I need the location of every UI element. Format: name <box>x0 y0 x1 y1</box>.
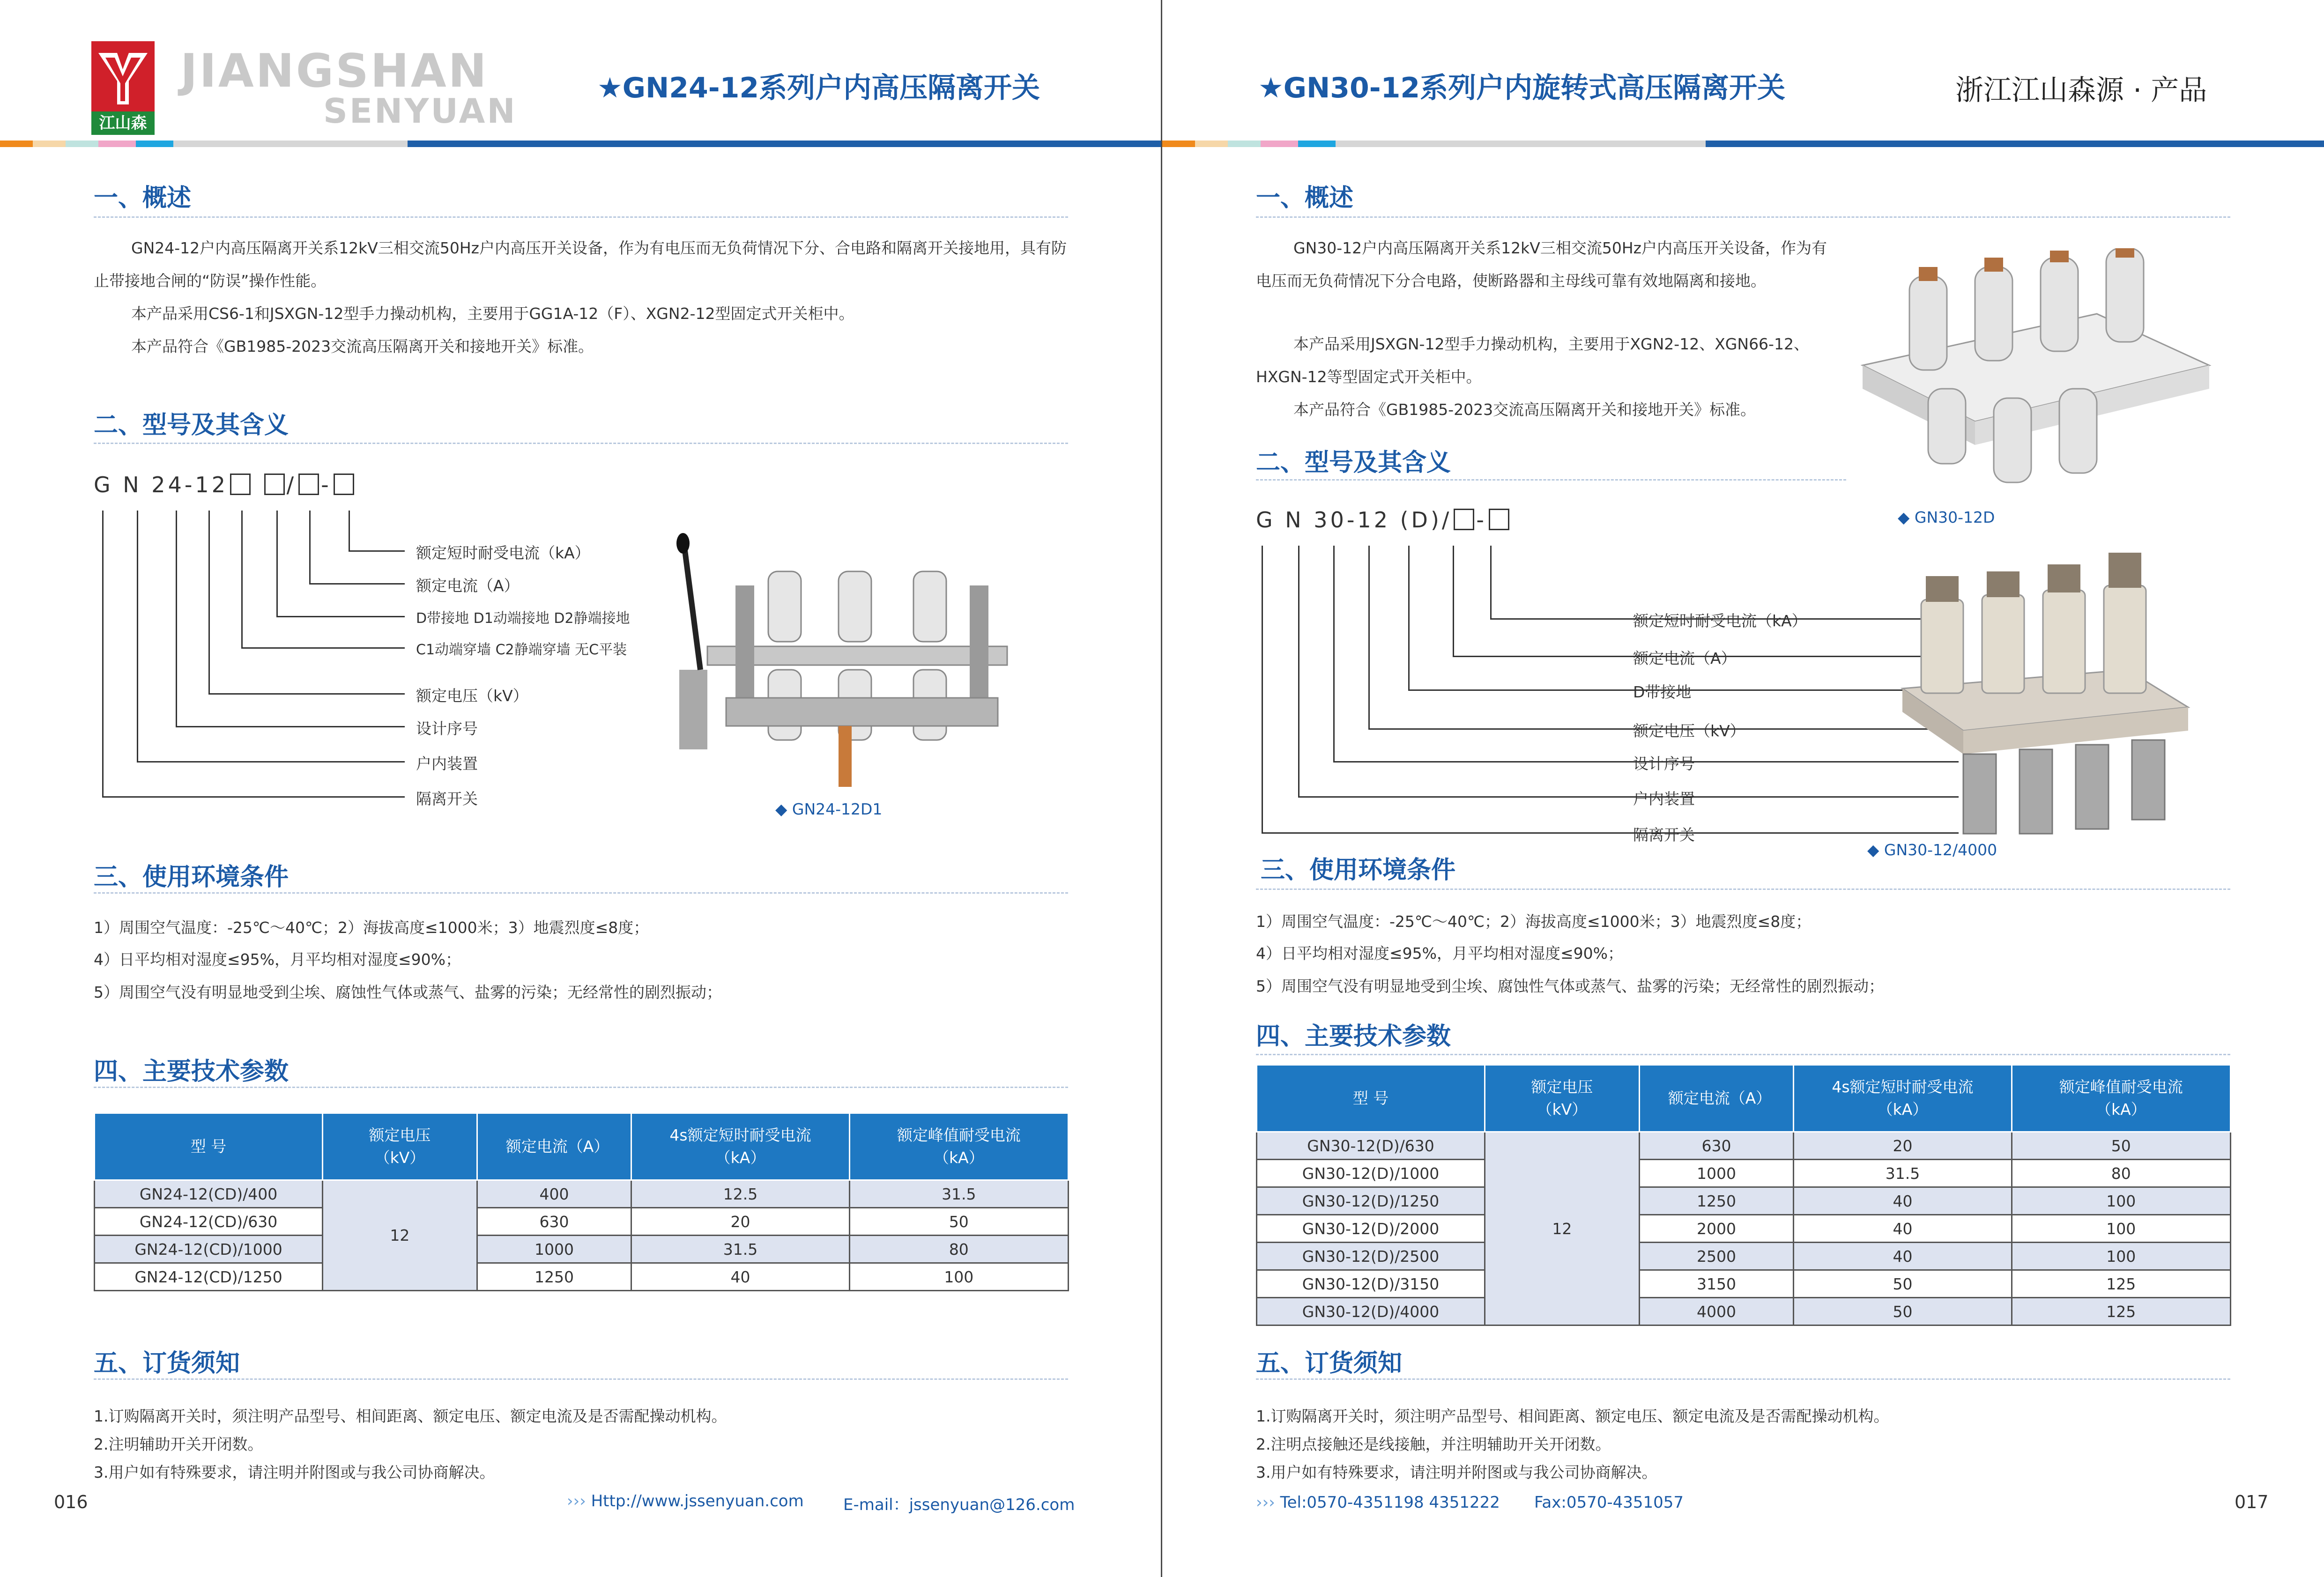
fax: Fax:0570-4351057 <box>1534 1493 1684 1512</box>
table-header: 额定峰值耐受电流（kA） <box>849 1113 1068 1180</box>
table-cell: 31.5 <box>631 1236 849 1263</box>
table-cell: 40 <box>1794 1243 2012 1270</box>
table-header: 4s额定短时耐受电流（kA） <box>631 1113 849 1180</box>
order-heading: 五、订货须知 <box>1256 1349 1403 1377</box>
table-cell: 630 <box>477 1208 631 1236</box>
table-header: 额定电流（A） <box>477 1113 631 1180</box>
env-line: 1）周围空气温度：-25℃～40℃；2）海拔高度≤1000米；3）地震烈度≤8度； <box>1256 912 1812 931</box>
overview-paragraph-2: 本产品采用CS6-1和JSXGN-12型手力操动机构，主要用于GG1A-12（F）、XGN2-12型固定式开关柜中。 <box>131 304 854 323</box>
table-cell: 40 <box>1794 1215 2012 1243</box>
table-header: 型 号 <box>95 1113 323 1180</box>
table-cell: 80 <box>849 1236 1068 1263</box>
order-heading: 五、订货须知 <box>94 1349 240 1377</box>
product-photo-gn24 <box>670 529 1045 792</box>
brand-name-line1: JIANGSHAN <box>180 44 489 98</box>
section-divider <box>94 892 1068 894</box>
env-line: 4）日平均相对湿度≤95%，月平均相对湿度≤90%； <box>94 950 461 969</box>
env-heading: 三、使用环境条件 <box>94 863 289 891</box>
company-name: 浙江江山森源 · 产品 <box>1955 74 2207 107</box>
order-line: 3.用户如有特殊要求，请注明并附图或与我公司协商解决。 <box>1256 1463 1657 1481</box>
photo-caption: ◆ GN30-12/4000 <box>1867 841 1997 859</box>
table-cell: 100 <box>2012 1243 2230 1270</box>
table-cell: 4000 <box>1639 1298 1794 1325</box>
model-label: 隔离开关 <box>1633 826 1695 844</box>
model-box <box>264 474 285 495</box>
section-divider <box>94 443 1068 444</box>
telephone: ››› Tel:0570-4351198 4351222 <box>1256 1493 1500 1512</box>
table-row <box>1257 1187 2231 1215</box>
table-header: 型 号 <box>1257 1065 1485 1132</box>
table-cell: GN24-12(CD)/400 <box>95 1180 323 1208</box>
table-row <box>95 1263 1069 1291</box>
table-cell: GN24-12(CD)/630 <box>95 1208 323 1236</box>
table-cell: 50 <box>849 1208 1068 1236</box>
section-divider <box>94 1378 1068 1380</box>
table-cell: 12.5 <box>631 1180 849 1208</box>
model-label: 设计序号 <box>1633 755 1695 773</box>
overview-paragraph-3: 本产品符合《GB1985-2023交流高压隔离开关和接地开关》标准。 <box>1293 400 1756 419</box>
table-row <box>95 1236 1069 1263</box>
overview-paragraph-2: 本产品采用JSXGN-12型手力操动机构，主要用于XGN2-12、XGN66-12、HXGN-12等型固定式开关柜中。 <box>1256 335 1809 386</box>
logo-text: 江山森 <box>91 111 155 135</box>
table-cell: 50 <box>2012 1132 2230 1160</box>
page-number: 016 <box>54 1492 88 1512</box>
model-heading: 二、型号及其含义 <box>1256 449 1451 477</box>
overview-heading: 一、概述 <box>1256 184 1354 212</box>
model-code: G N 30-12 (D)/ - <box>1256 507 1511 533</box>
model-label: 额定短时耐受电流（kA） <box>416 544 590 562</box>
model-box <box>230 474 251 495</box>
table-cell: 125 <box>2012 1270 2230 1298</box>
table-cell: GN24-12(CD)/1000 <box>95 1236 323 1263</box>
model-box <box>1454 509 1474 530</box>
table-header: 4s额定短时耐受电流（kA） <box>1794 1065 2012 1132</box>
order-line: 1.订购隔离开关时，须注明产品型号、相间距离、额定电压、额定电流及是否需配操动机构。 <box>1256 1407 1889 1425</box>
model-box <box>334 474 354 495</box>
env-line: 1）周围空气温度：-25℃～40℃；2）海拔高度≤1000米；3）地震烈度≤8度； <box>94 918 649 937</box>
table-cell: 50 <box>1794 1270 2012 1298</box>
table-cell: 2000 <box>1639 1215 1794 1243</box>
table-cell: 31.5 <box>1794 1160 2012 1187</box>
table-header: 额定电压（kV） <box>323 1113 477 1180</box>
env-line: 4）日平均相对湿度≤95%，月平均相对湿度≤90%； <box>1256 944 1623 962</box>
table-row <box>1257 1243 2231 1270</box>
section-divider <box>1256 216 2230 218</box>
model-label: 户内装置 <box>1633 790 1695 808</box>
table-row <box>1257 1160 2231 1187</box>
table-cell: 20 <box>1794 1132 2012 1160</box>
model-label: 额定电压（kV） <box>416 687 528 705</box>
params-heading: 四、主要技术参数 <box>94 1058 289 1086</box>
model-label: 设计序号 <box>416 719 478 738</box>
left-page <box>0 0 1161 1577</box>
model-label: D带接地 D1动端接地 D2静端接地 <box>416 610 630 627</box>
overview-heading: 一、概述 <box>94 184 192 212</box>
table-cell: GN30-12(D)/3150 <box>1257 1270 1485 1298</box>
model-code-prefix: G N 30-12 (D)/ <box>1256 507 1452 533</box>
order-line: 2.注明点接触还是线接触，并注明辅助开关开闭数。 <box>1256 1435 1611 1453</box>
table-cell: GN30-12(D)/4000 <box>1257 1298 1485 1325</box>
table-cell: 1250 <box>477 1263 631 1291</box>
table-row <box>95 1180 1069 1208</box>
color-strip <box>0 141 1161 147</box>
model-label: 隔离开关 <box>416 790 478 808</box>
table-cell: 400 <box>477 1180 631 1208</box>
section-divider <box>1256 479 1846 481</box>
order-line: 1.订购隔离开关时，须注明产品型号、相间距离、额定电压、额定电流及是否需配操动机构。 <box>94 1407 727 1425</box>
model-label: 额定电流（A） <box>416 577 520 595</box>
website-text: Http://www.jssenyuan.com <box>591 1492 804 1510</box>
overview-paragraph-1: GN24-12户内高压隔离开关系12kV三相交流50Hz户内高压开关设备，作为有电压而无负荷情况下分、合电路和隔离开关接地用，具有防止带接地合闸的“防误”操作性能。 <box>94 239 1067 290</box>
table-cell: 100 <box>2012 1187 2230 1215</box>
model-code-prefix: G N 24-12 <box>94 472 228 497</box>
model-box <box>1489 509 1509 530</box>
section-divider <box>1256 1378 2230 1380</box>
table-cell: 20 <box>631 1208 849 1236</box>
website-link[interactable]: ››› Http://www.jssenyuan.com <box>567 1492 804 1510</box>
right-page-title: ★GN30-12系列户内旋转式高压隔离开关 <box>1258 72 1786 104</box>
order-line: 2.注明辅助开关开闭数。 <box>94 1435 263 1453</box>
table-header: 额定峰值耐受电流（kA） <box>2012 1065 2230 1132</box>
photo-caption: ◆ GN24-12D1 <box>775 800 883 818</box>
table-header: 额定电压（kV） <box>1485 1065 1640 1132</box>
table-row <box>95 1208 1069 1236</box>
table-cell: GN30-12(D)/2000 <box>1257 1215 1485 1243</box>
overview-paragraph-3: 本产品符合《GB1985-2023交流高压隔离开关和接地开关》标准。 <box>131 337 594 355</box>
table-cell: 3150 <box>1639 1270 1794 1298</box>
env-heading: 三、使用环境条件 <box>1261 856 1456 884</box>
photo-caption: ◆ GN30-12D <box>1898 508 1995 526</box>
table-cell: 50 <box>1794 1298 2012 1325</box>
brand-name-line2: SENYUAN <box>323 91 517 131</box>
model-label: 额定电流（A） <box>1633 649 1737 667</box>
params-heading: 四、主要技术参数 <box>1256 1022 1451 1051</box>
right-page <box>1162 0 2324 1577</box>
overview-paragraph-1: GN30-12户内高压隔离开关系12kV三相交流50Hz户内高压开关设备，作为有电压而无负荷情况下分合电路，使断路器和主母线可靠有效地隔离和接地。 <box>1256 239 1827 290</box>
table-cell: 100 <box>849 1263 1068 1291</box>
table-cell: 125 <box>2012 1298 2230 1325</box>
voltage-cell: 12 <box>1485 1132 1640 1325</box>
voltage-cell: 12 <box>323 1180 477 1291</box>
section-divider <box>1256 1054 2230 1055</box>
table-cell: 40 <box>631 1263 849 1291</box>
company-logo <box>91 41 155 135</box>
model-code: G N 24-12 / - <box>94 472 356 497</box>
table-cell: 630 <box>1639 1132 1794 1160</box>
product-photo-gn30-4000 <box>1893 553 2198 843</box>
model-label: 户内装置 <box>416 755 478 773</box>
table-cell: GN30-12(D)/630 <box>1257 1132 1485 1160</box>
table-cell: 80 <box>2012 1160 2230 1187</box>
env-line: 5）周围空气没有明显地受到尘埃、腐蚀性气体或蒸气、盐雾的污染；无经常性的剧烈振动； <box>94 983 722 1001</box>
table-cell: 1000 <box>1639 1160 1794 1187</box>
table-header: 额定电流（A） <box>1639 1065 1794 1132</box>
model-label: 额定短时耐受电流（kA） <box>1633 612 1807 630</box>
left-page-title: ★GN24-12系列户内高压隔离开关 <box>597 72 1040 104</box>
table-cell: GN30-12(D)/1000 <box>1257 1160 1485 1187</box>
product-photo-gn30-12d <box>1853 248 2214 501</box>
table-cell: GN24-12(CD)/1250 <box>95 1263 323 1291</box>
table-cell: GN30-12(D)/1250 <box>1257 1187 1485 1215</box>
email-link[interactable]: E-mail：jssenyuan@126.com <box>843 1496 1075 1514</box>
params-table <box>1256 1064 2231 1326</box>
table-cell: GN30-12(D)/2500 <box>1257 1243 1485 1270</box>
table-cell: 31.5 <box>849 1180 1068 1208</box>
table-row <box>1257 1215 2231 1243</box>
telephone-text: Tel:0570-4351198 4351222 <box>1280 1493 1500 1512</box>
table-cell: 1250 <box>1639 1187 1794 1215</box>
table-cell: 40 <box>1794 1187 2012 1215</box>
table-cell: 100 <box>2012 1215 2230 1243</box>
section-divider <box>94 1087 1068 1088</box>
color-strip <box>1162 141 2324 147</box>
model-heading: 二、型号及其含义 <box>94 411 289 439</box>
model-label: D带接地 <box>1633 683 1692 701</box>
logo-emblem <box>91 41 155 111</box>
table-row <box>1257 1132 2231 1160</box>
model-box <box>298 474 319 495</box>
table-row <box>1257 1270 2231 1298</box>
model-label: 额定电压（kV） <box>1633 722 1745 740</box>
params-table <box>94 1112 1069 1291</box>
env-line: 5）周围空气没有明显地受到尘埃、腐蚀性气体或蒸气、盐雾的污染；无经常性的剧烈振动； <box>1256 977 1884 995</box>
table-cell: 1000 <box>477 1236 631 1263</box>
page-number: 017 <box>2235 1492 2269 1512</box>
order-line: 3.用户如有特殊要求，请注明并附图或与我公司协商解决。 <box>94 1463 495 1481</box>
table-cell: 2500 <box>1639 1243 1794 1270</box>
model-label: C1动端穿墙 C2静端穿墙 无C平装 <box>416 642 627 658</box>
table-row <box>1257 1298 2231 1325</box>
section-divider <box>94 216 1068 218</box>
section-divider <box>1256 888 2230 890</box>
